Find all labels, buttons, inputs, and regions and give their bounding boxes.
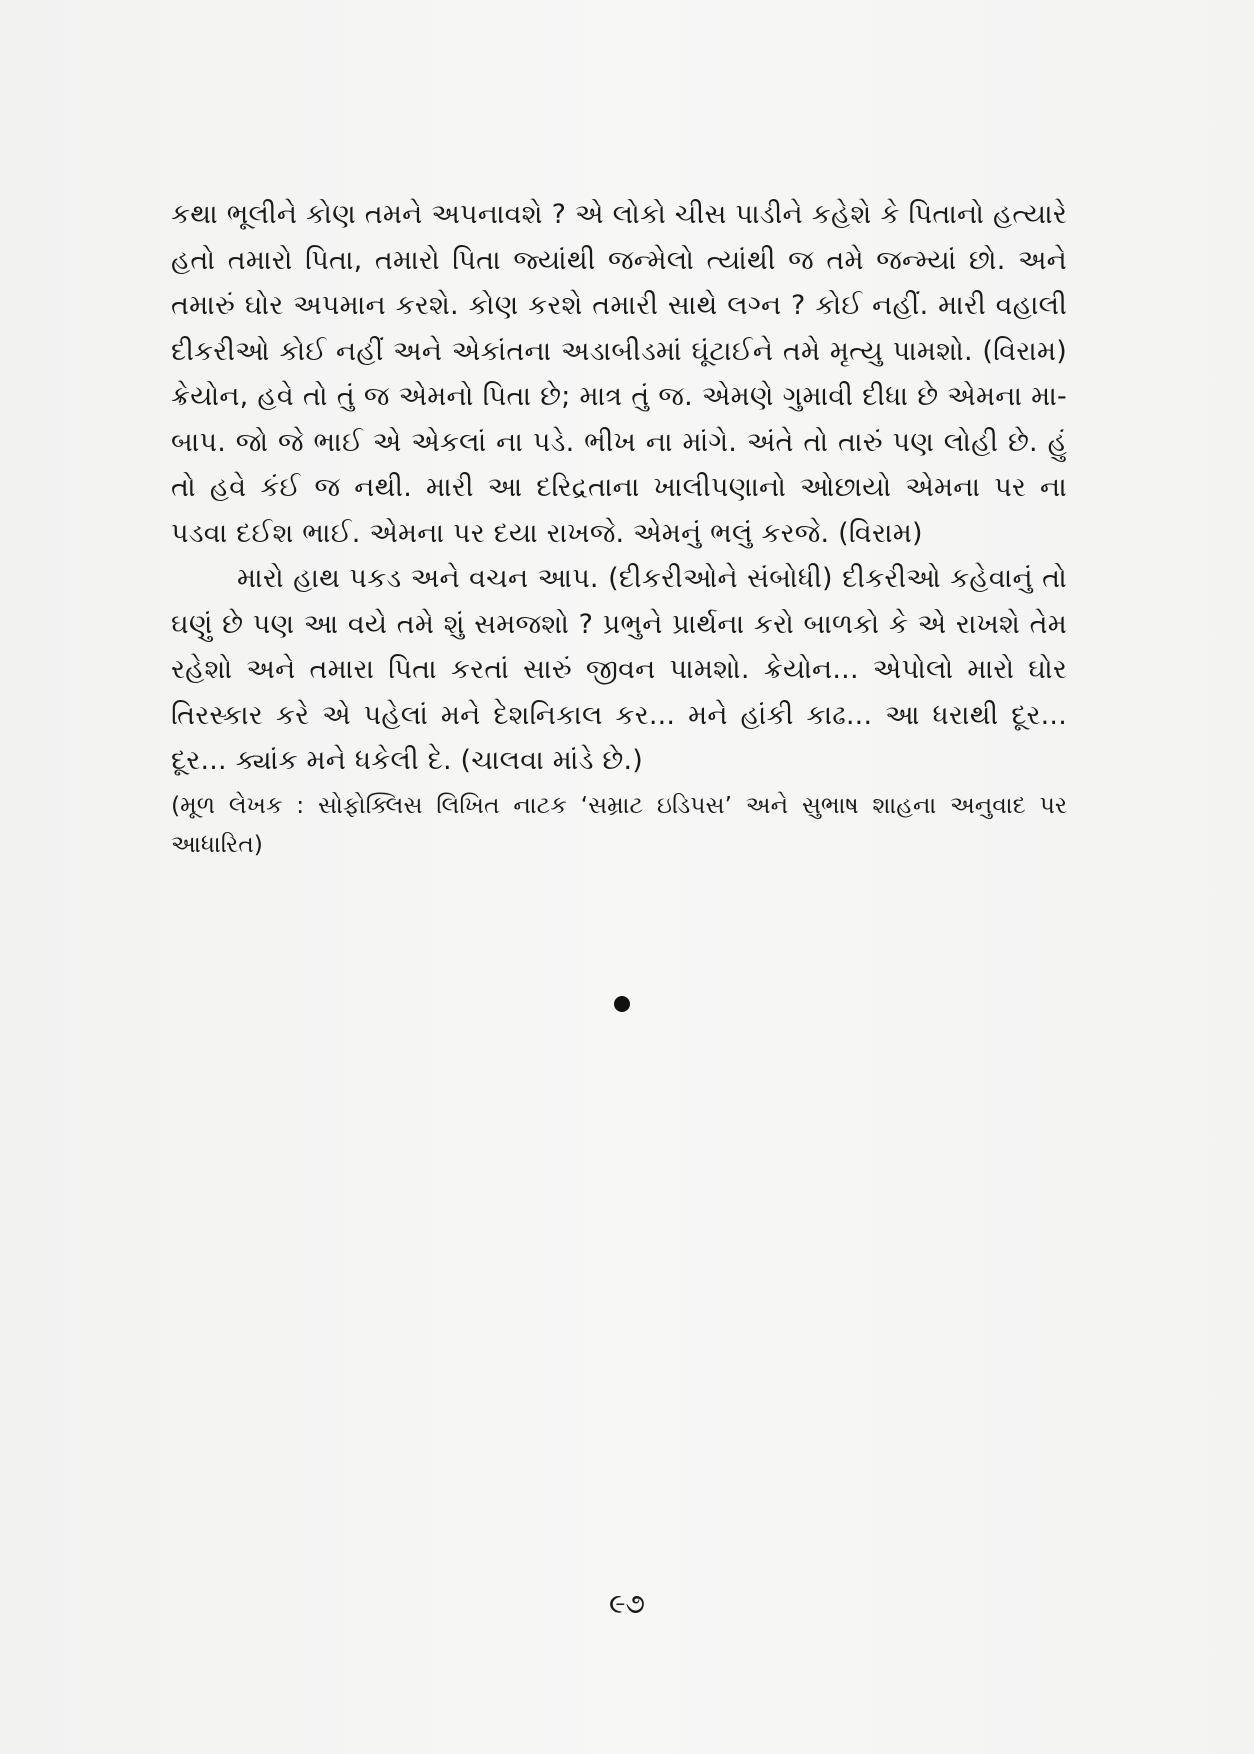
page-number: ૯૭ bbox=[608, 1587, 646, 1620]
source-note: (મૂળ લેખક : સોફોક્લિસ લિખિત નાટક ‘સમ્રાટ ઇડિપસ’ અને સુભાષ શાહના અનુવાદ પર આધારિત) bbox=[171, 790, 1067, 858]
paragraph-1: કથા ભૂલીને કોણ તમને અપનાવશે ? એ લોકો ચીસ પાડીને કહેશે કે પિતાનો હત્યારે હતો તમારો પિતા, તમારો પિતા જ્યાંથી જન્મેલો ત્યાંથી જ તમે જન્મ્યાં છો. અને તમારું ઘોર અપમાન કરશે. કોણ કરશે તમારી સાથે લગ્ન ? કોઈ નહીં. મારી વહાલી દીકરીઓ કોઈ નહીં અને એકાંતના અડાબીડમાં ઘૂંટાઈને તમે મૃત્યુ પામશો. (વિરામ) ક્રેયોન, હવે તો તું જ એમનો પિતા છે; માત્ર તું જ. એમણે ગુમાવી દીધા છે એમના મા-બાપ. જો જે ભાઈ એ એકલાં ના પડે. ભીખ ના માંગે. અંતે તો તારું પણ લોહી છે. હું તો હવે કંઈ જ નથી. મારી આ દરિદ્રતાના ખાલીપણાનો ઓછાયો એમના પર ના પડવા દઈશ ભાઈ. એમના પર દયા રાખજે. એમનું ભલું કરજે. (વિરામ) bbox=[171, 199, 1067, 549]
section-end-bullet-icon bbox=[614, 996, 630, 1012]
paragraph-2: મારો હાથ પકડ અને વચન આપ. (દીકરીઓને સંબોધી) દીકરીઓ કહેવાનું તો ઘણું છે પણ આ વયે તમે શું સમજશો ? પ્રભુને પ્રાર્થના કરો બાળકો કે એ રાખશે તેમ રહેશો અને તમારા પિતા કરતાં સારું જીવન પામશો. ક્રેયોન... એપોલો મારો ઘોર તિરસ્કાર કરે એ પહેલાં મને દેશનિકાલ કર... મને હાંકી કાઢ... આ ધરાથી દૂર... દૂર... ક્યાંક મને ધકેલી દે. (ચાલવા માંડે છે.) bbox=[171, 563, 1067, 776]
body-text bbox=[171, 192, 1067, 864]
